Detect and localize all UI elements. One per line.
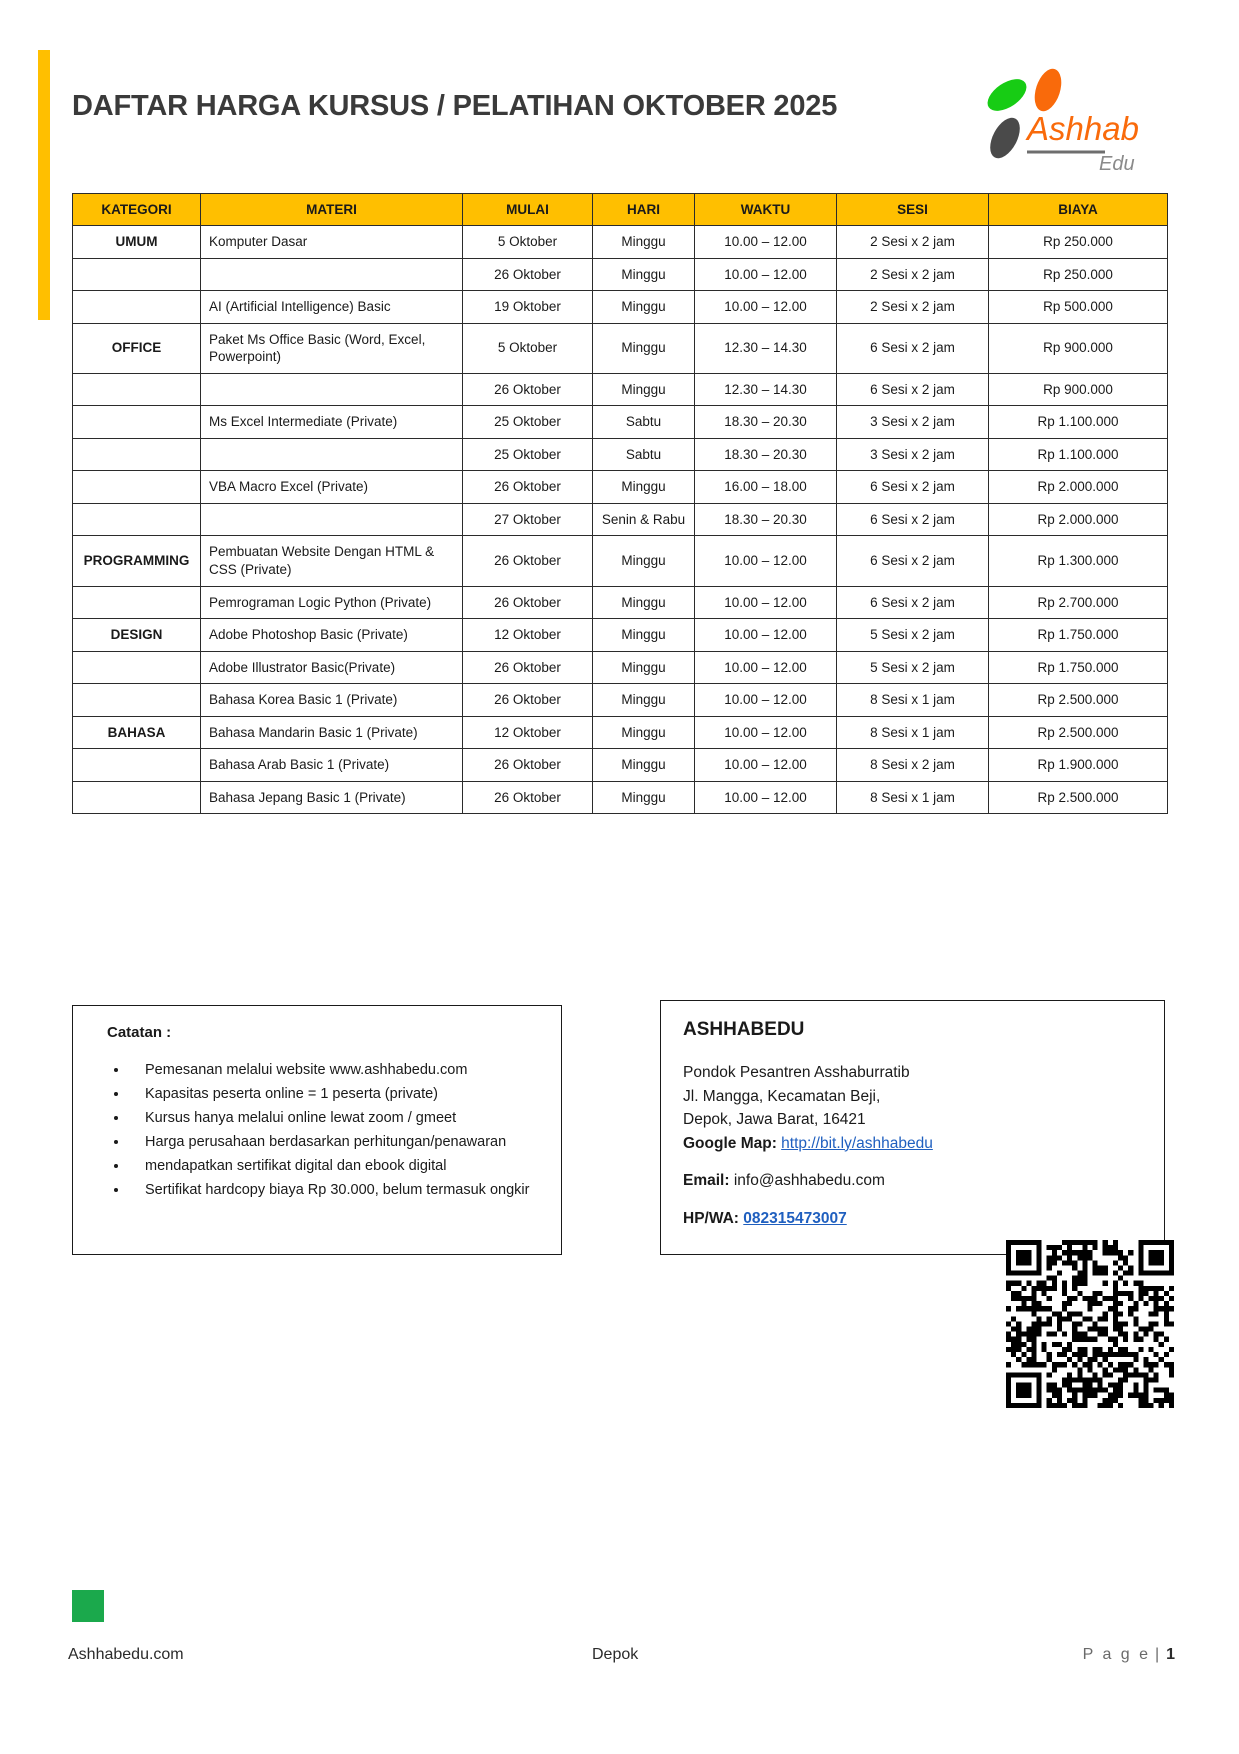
cell-kategori: BAHASA: [73, 716, 201, 749]
cell-mulai: 26 Oktober: [463, 684, 593, 717]
cell-mulai: 27 Oktober: [463, 503, 593, 536]
cell-hari: Minggu: [593, 716, 695, 749]
contact-box: [660, 1000, 1165, 1255]
note-item: • mendapatkan sertifikat digital dan ebook digital: [129, 1155, 543, 1179]
cell-kategori: DESIGN: [73, 619, 201, 652]
cell-mulai: 26 Oktober: [463, 536, 593, 586]
cell-biaya: Rp 1.750.000: [989, 619, 1168, 652]
cell-waktu: 10.00 – 12.00: [695, 781, 837, 814]
cell-materi: Adobe Illustrator Basic(Private): [201, 651, 463, 684]
cell-waktu: 10.00 – 12.00: [695, 749, 837, 782]
cell-materi: AI (Artificial Intelligence) Basic: [201, 291, 463, 324]
contact-org-name: ASHHABEDU: [683, 1019, 805, 1040]
cell-materi: Paket Ms Office Basic (Word, Excel, Powerpoint): [201, 323, 463, 373]
cell-sesi: 3 Sesi x 2 jam: [837, 406, 989, 439]
table-row: [73, 536, 1168, 586]
cell-mulai: 25 Oktober: [463, 406, 593, 439]
cell-materi: Bahasa Mandarin Basic 1 (Private): [201, 716, 463, 749]
cell-waktu: 10.00 – 12.00: [695, 291, 837, 324]
cell-biaya: Rp 2.500.000: [989, 716, 1168, 749]
cell-materi: [201, 503, 463, 536]
cell-mulai: 26 Oktober: [463, 586, 593, 619]
cell-biaya: Rp 2.000.000: [989, 471, 1168, 504]
contact-address-line-3: Depok, Jawa Barat, 16421: [683, 1111, 866, 1129]
table-row: [73, 291, 1168, 324]
cell-mulai: 12 Oktober: [463, 619, 593, 652]
cell-hari: Minggu: [593, 291, 695, 324]
cell-hari: Minggu: [593, 749, 695, 782]
cell-kategori: [73, 684, 201, 717]
logo-orange-leaf-icon: [1030, 68, 1066, 115]
logo-svg: [975, 68, 1155, 178]
logo-green-leaf-icon: [982, 73, 1032, 118]
table-row: [73, 226, 1168, 259]
cell-waktu: 10.00 – 12.00: [695, 226, 837, 259]
cell-hari: Senin & Rabu: [593, 503, 695, 536]
cell-kategori: [73, 471, 201, 504]
cell-sesi: 8 Sesi x 1 jam: [837, 684, 989, 717]
logo-sub-text: Edu: [1099, 153, 1135, 175]
cell-biaya: Rp 1.900.000: [989, 749, 1168, 782]
table-header-row: [73, 194, 1168, 226]
logo-brand-text: Ashhab: [1027, 110, 1139, 147]
table-row: [73, 716, 1168, 749]
table-row: [73, 749, 1168, 782]
cell-hari: Minggu: [593, 226, 695, 259]
cell-mulai: 5 Oktober: [463, 226, 593, 259]
cell-kategori: [73, 586, 201, 619]
cell-mulai: 26 Oktober: [463, 258, 593, 291]
notes-list: [107, 1059, 543, 1203]
cell-mulai: 26 Oktober: [463, 749, 593, 782]
cell-sesi: 5 Sesi x 2 jam: [837, 619, 989, 652]
table-row: [73, 586, 1168, 619]
cell-kategori: [73, 258, 201, 291]
notes-box: [72, 1005, 562, 1255]
cell-waktu: 10.00 – 12.00: [695, 619, 837, 652]
cell-waktu: 10.00 – 12.00: [695, 536, 837, 586]
table-row: [73, 471, 1168, 504]
cell-waktu: 10.00 – 12.00: [695, 716, 837, 749]
cell-biaya: Rp 1.100.000: [989, 438, 1168, 471]
footer-separator: |: [1154, 1646, 1162, 1663]
cell-materi: Bahasa Arab Basic 1 (Private): [201, 749, 463, 782]
col-header-waktu: WAKTU: [695, 194, 837, 226]
table-row: [73, 438, 1168, 471]
cell-sesi: 3 Sesi x 2 jam: [837, 438, 989, 471]
cell-kategori: [73, 438, 201, 471]
contact-email-row: [683, 1169, 1142, 1193]
cell-waktu: 16.00 – 18.00: [695, 471, 837, 504]
cell-waktu: 12.30 – 14.30: [695, 323, 837, 373]
cell-biaya: Rp 500.000: [989, 291, 1168, 324]
col-header-hari: HARI: [593, 194, 695, 226]
cell-kategori: [73, 406, 201, 439]
cell-kategori: PROGRAMMING: [73, 536, 201, 586]
cell-hari: Minggu: [593, 536, 695, 586]
google-map-link[interactable]: http://bit.ly/ashhabedu: [781, 1134, 933, 1152]
cell-hari: Minggu: [593, 684, 695, 717]
cell-biaya: Rp 250.000: [989, 258, 1168, 291]
note-item: • Sertifikat hardcopy biaya Rp 30.000, belum termasuk ongkir: [129, 1179, 543, 1203]
col-header-biaya: BIAYA: [989, 194, 1168, 226]
page-title: DAFTAR HARGA KURSUS / PELATIHAN OKTOBER 2025: [72, 90, 838, 122]
footer-page-indicator: [1083, 1646, 1175, 1664]
note-item: • Pemesanan melalui website www.ashhabedu.com: [129, 1059, 543, 1083]
cell-mulai: 26 Oktober: [463, 781, 593, 814]
cell-sesi: 6 Sesi x 2 jam: [837, 586, 989, 619]
cell-materi: Bahasa Jepang Basic 1 (Private): [201, 781, 463, 814]
footer-page-label: P a g e: [1082, 1646, 1151, 1663]
cell-kategori: [73, 503, 201, 536]
left-accent-bar: [38, 50, 50, 320]
course-price-table: [72, 193, 1168, 814]
contact-map-row: [683, 1132, 1142, 1156]
contact-email-value[interactable]: info@ashhabedu.com: [733, 1172, 885, 1190]
qr-code-svg: [1006, 1240, 1174, 1408]
cell-biaya: Rp 1.300.000: [989, 536, 1168, 586]
cell-mulai: 26 Oktober: [463, 471, 593, 504]
cell-mulai: 12 Oktober: [463, 716, 593, 749]
footer-green-square: [72, 1590, 104, 1622]
contact-address-line-1: Pondok Pesantren Asshaburratib: [683, 1064, 910, 1081]
cell-biaya: Rp 1.100.000: [989, 406, 1168, 439]
cell-kategori: [73, 291, 201, 324]
note-item: • Harga perusahaan berdasarkan perhitungan/penawaran: [129, 1131, 543, 1155]
contact-map-label: Google Map:: [683, 1134, 777, 1152]
table-row: [73, 323, 1168, 373]
cell-biaya: Rp 1.750.000: [989, 651, 1168, 684]
cell-sesi: 6 Sesi x 2 jam: [837, 323, 989, 373]
cell-kategori: UMUM: [73, 226, 201, 259]
cell-waktu: 10.00 – 12.00: [695, 651, 837, 684]
col-header-materi: MATERI: [201, 194, 463, 226]
table-row: [73, 781, 1168, 814]
cell-sesi: 5 Sesi x 2 jam: [837, 651, 989, 684]
cell-waktu: 18.30 – 20.30: [695, 406, 837, 439]
cell-hari: Minggu: [593, 586, 695, 619]
contact-spacer-1: [683, 1155, 1142, 1169]
cell-kategori: [73, 781, 201, 814]
table-row: [73, 503, 1168, 536]
cell-materi: Bahasa Korea Basic 1 (Private): [201, 684, 463, 717]
cell-hari: Minggu: [593, 373, 695, 406]
qr-code-image[interactable]: [1006, 1240, 1174, 1408]
cell-materi: Ms Excel Intermediate (Private): [201, 406, 463, 439]
cell-sesi: 6 Sesi x 2 jam: [837, 373, 989, 406]
cell-sesi: 8 Sesi x 1 jam: [837, 781, 989, 814]
cell-sesi: 8 Sesi x 1 jam: [837, 716, 989, 749]
notes-title: Catatan :: [107, 1024, 172, 1041]
cell-hari: Minggu: [593, 471, 695, 504]
cell-hari: Minggu: [593, 781, 695, 814]
cell-materi: [201, 373, 463, 406]
cell-hari: Minggu: [593, 323, 695, 373]
cell-materi: Adobe Photoshop Basic (Private): [201, 619, 463, 652]
cell-materi: Komputer Dasar: [201, 226, 463, 259]
cell-mulai: 19 Oktober: [463, 291, 593, 324]
footer-site-name: Ashhabedu.com: [68, 1646, 184, 1663]
cell-waktu: 18.30 – 20.30: [695, 503, 837, 536]
cell-sesi: 6 Sesi x 2 jam: [837, 503, 989, 536]
cell-sesi: 2 Sesi x 2 jam: [837, 226, 989, 259]
cell-kategori: [73, 651, 201, 684]
cell-materi: [201, 258, 463, 291]
table-row: [73, 651, 1168, 684]
cell-mulai: 26 Oktober: [463, 373, 593, 406]
cell-materi: [201, 438, 463, 471]
cell-biaya: Rp 2.500.000: [989, 684, 1168, 717]
cell-waktu: 10.00 – 12.00: [695, 258, 837, 291]
contact-spacer-2: [683, 1193, 1142, 1207]
document-header: [72, 68, 1179, 178]
contact-address-line-2: Jl. Mangga, Kecamatan Beji,: [683, 1087, 881, 1105]
cell-kategori: [73, 373, 201, 406]
cell-sesi: 8 Sesi x 2 jam: [837, 749, 989, 782]
contact-phone-label: HP/WA:: [683, 1209, 739, 1227]
note-item: • Kursus hanya melalui online lewat zoom / gmeet: [129, 1107, 543, 1131]
logo-dark-leaf-icon: [984, 113, 1026, 163]
cell-waktu: 18.30 – 20.30: [695, 438, 837, 471]
cell-sesi: 2 Sesi x 2 jam: [837, 258, 989, 291]
table-row: [73, 619, 1168, 652]
col-header-kategori: KATEGORI: [73, 194, 201, 226]
contact-phone-value[interactable]: 082315473007: [743, 1209, 847, 1227]
cell-hari: Minggu: [593, 651, 695, 684]
cell-hari: Minggu: [593, 258, 695, 291]
contact-email-label: Email:: [683, 1172, 730, 1190]
cell-mulai: 26 Oktober: [463, 651, 593, 684]
table-body: [73, 226, 1168, 814]
cell-sesi: 6 Sesi x 2 jam: [837, 536, 989, 586]
cell-mulai: 5 Oktober: [463, 323, 593, 373]
cell-hari: Sabtu: [593, 406, 695, 439]
contact-phone-row: [683, 1207, 1142, 1231]
table-row: [73, 373, 1168, 406]
table-row: [73, 406, 1168, 439]
cell-biaya: Rp 900.000: [989, 323, 1168, 373]
table-row: [73, 258, 1168, 291]
cell-waktu: 10.00 – 12.00: [695, 684, 837, 717]
cell-biaya: Rp 2.500.000: [989, 781, 1168, 814]
cell-kategori: OFFICE: [73, 323, 201, 373]
ashhab-edu-logo: [975, 68, 1155, 178]
cell-mulai: 25 Oktober: [463, 438, 593, 471]
cell-materi: Pemrograman Logic Python (Private): [201, 586, 463, 619]
footer-city: Depok: [592, 1646, 639, 1663]
note-item: • Kapasitas peserta online = 1 peserta (private): [129, 1083, 543, 1107]
cell-materi: Pembuatan Website Dengan HTML & CSS (Private): [201, 536, 463, 586]
table-row: [73, 684, 1168, 717]
cell-biaya: Rp 2.000.000: [989, 503, 1168, 536]
cell-materi: VBA Macro Excel (Private): [201, 471, 463, 504]
cell-waktu: 12.30 – 14.30: [695, 373, 837, 406]
col-header-mulai: MULAI: [463, 194, 593, 226]
cell-biaya: Rp 2.700.000: [989, 586, 1168, 619]
cell-hari: Minggu: [593, 619, 695, 652]
cell-sesi: 6 Sesi x 2 jam: [837, 471, 989, 504]
cell-waktu: 10.00 – 12.00: [695, 586, 837, 619]
cell-hari: Sabtu: [593, 438, 695, 471]
cell-biaya: Rp 250.000: [989, 226, 1168, 259]
footer-page-number: 1: [1166, 1646, 1175, 1663]
cell-biaya: Rp 900.000: [989, 373, 1168, 406]
col-header-sesi: SESI: [837, 194, 989, 226]
cell-sesi: 2 Sesi x 2 jam: [837, 291, 989, 324]
cell-kategori: [73, 749, 201, 782]
